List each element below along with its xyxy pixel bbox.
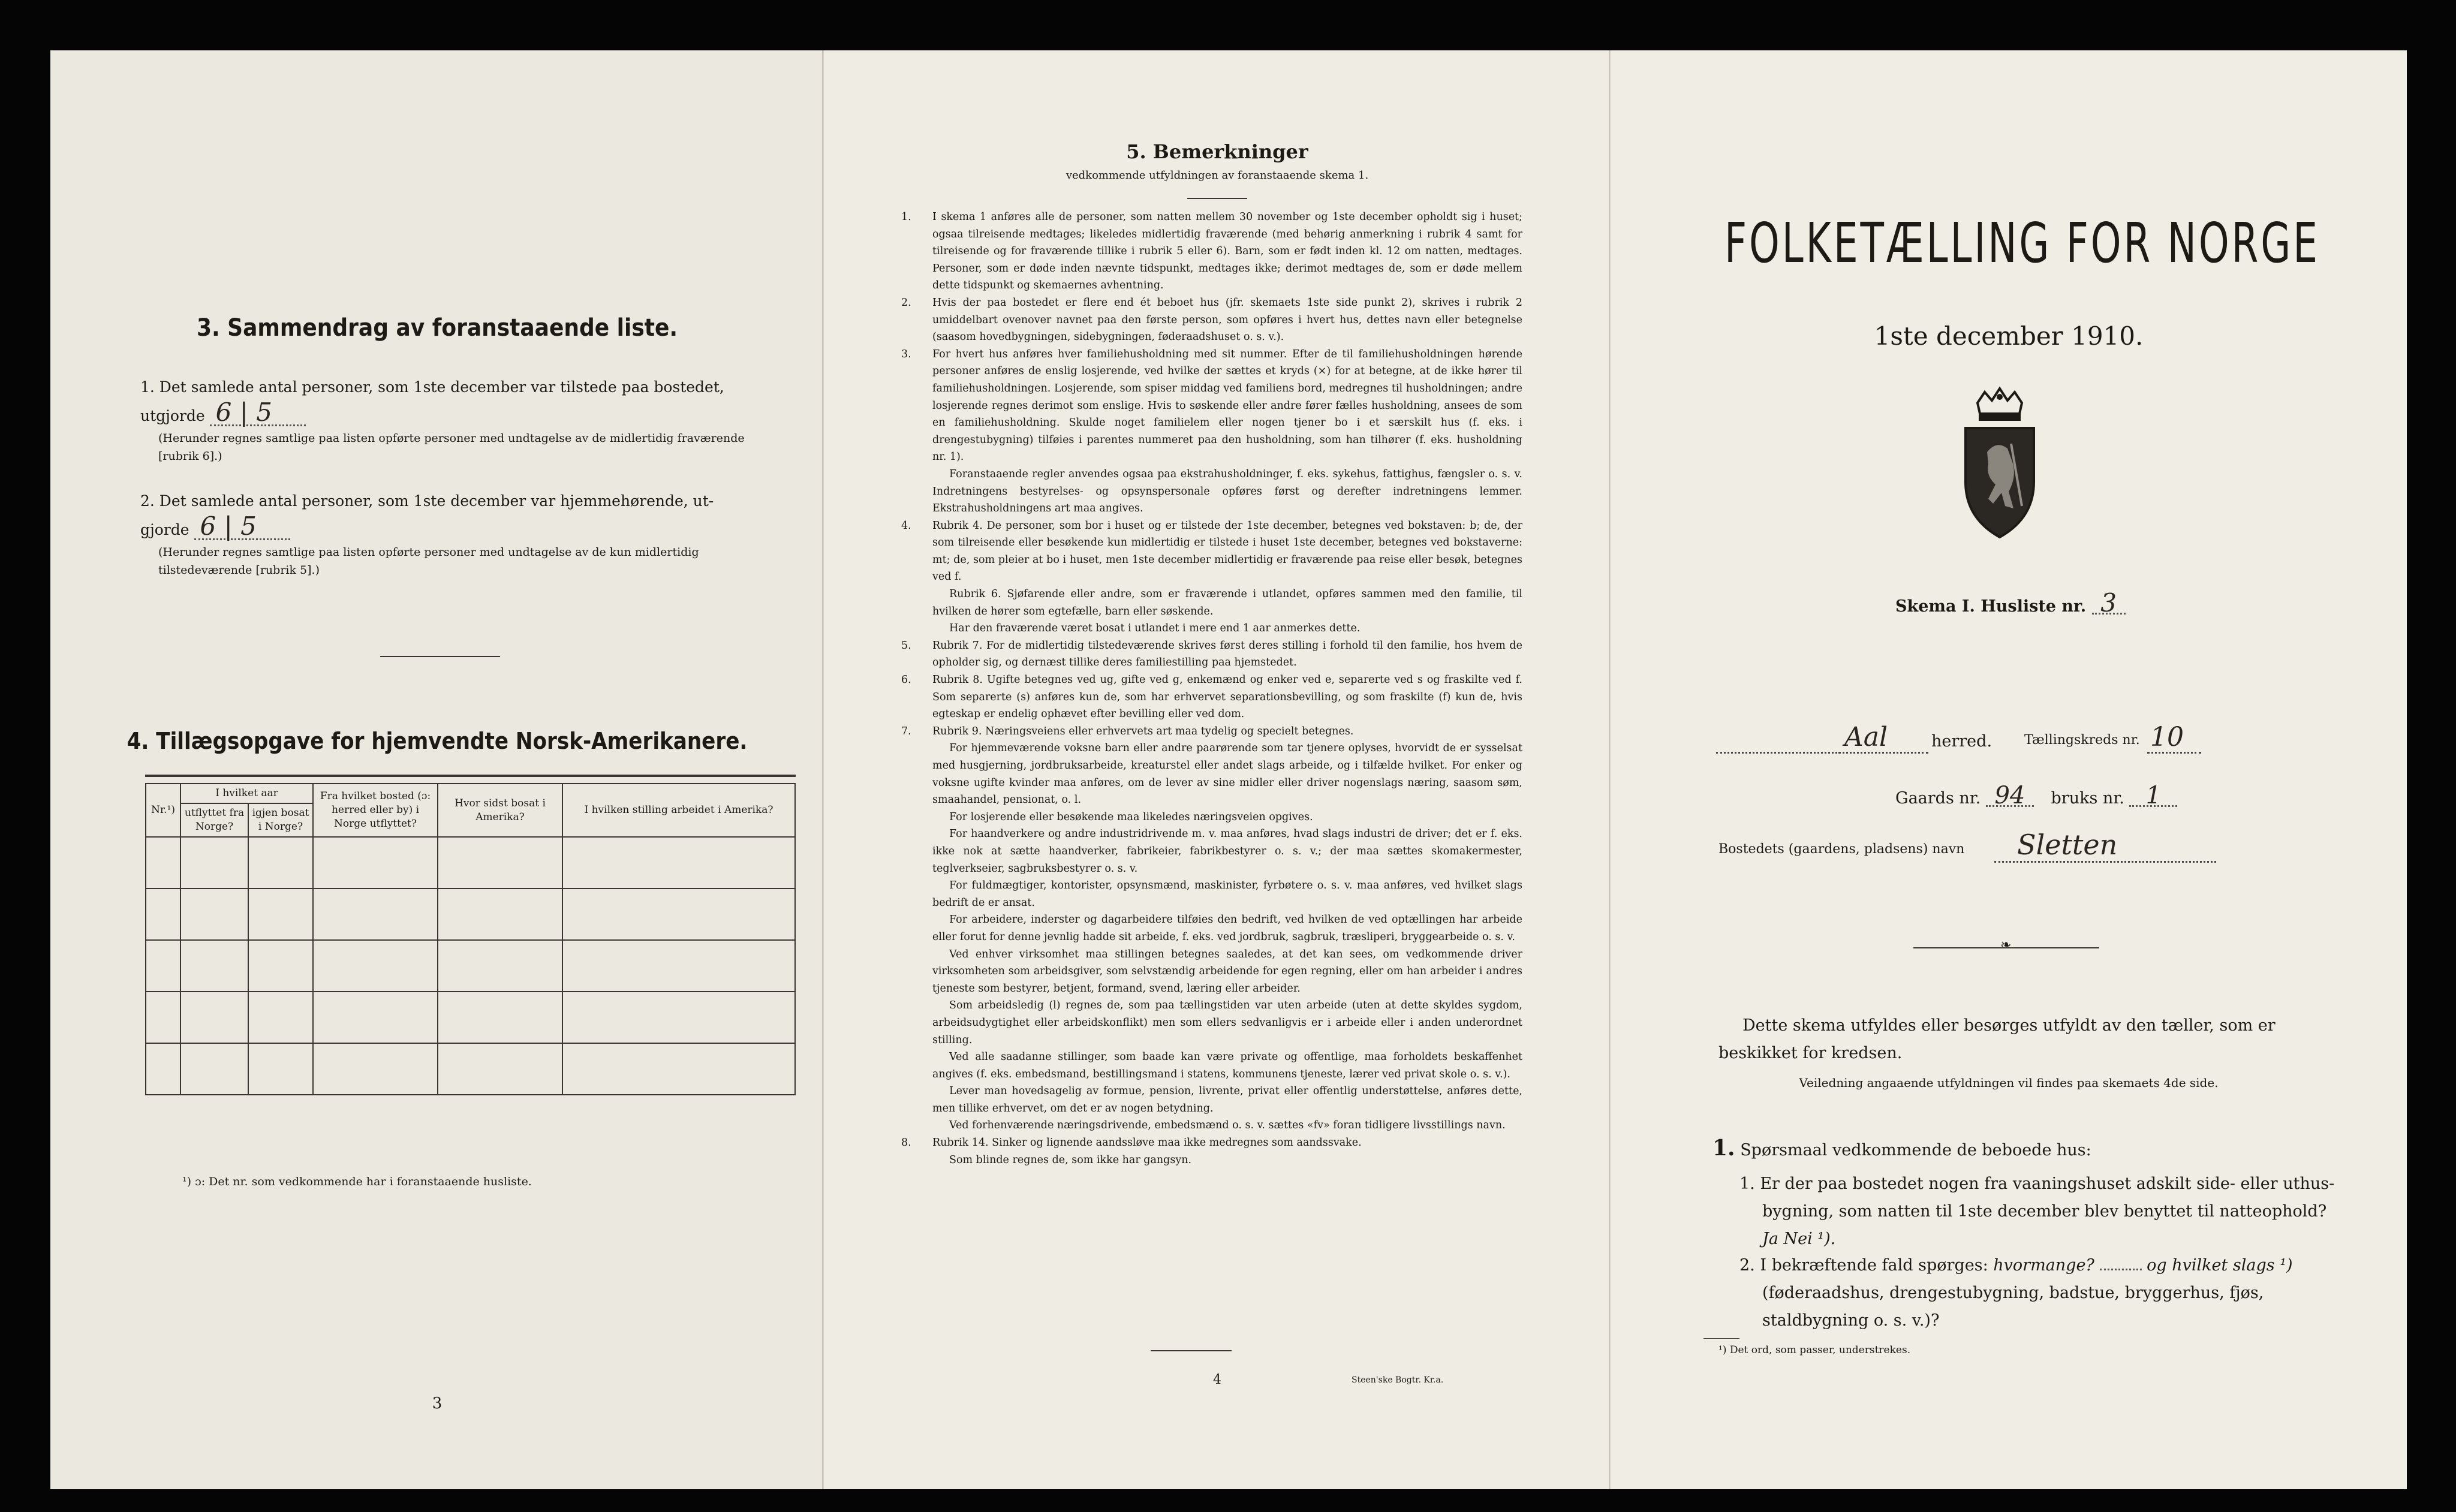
remark-text: Som blinde regnes de, som ikke har gangsyn. <box>949 1153 1192 1166</box>
table-footnote: ¹) ɔ: Det nr. som vedkommende har i foranstaaende husliste. <box>182 1175 532 1188</box>
remark-text: I skema 1 anføres alle de personer, som natten mellem 30 november og 1ste december opholdt sig i huset; ogsaa tilreisende medtages; likeledes midlertidig fraværende (med behørig anmerkning i rubrik 4 samt for tilreisende og for fraværende tillike i rubrik 5 eller 6). Barn, som er født inden kl. 12 om natten, medtages. Personer, som er døde inden nævnte tidspunkt, medtages ikke; derimot medtages de, som er døde mellem dette tidspunkt og skemaernes avhentning. <box>932 211 1522 292</box>
remark-paragraph <box>901 294 1522 346</box>
item1-note: (Herunder regnes samtlige paa listen opførte personer med undtagelse av de midlertidig fraværende [rubrik 6].) <box>158 432 745 463</box>
remarks-heading: 5. Bemerkninger <box>1126 140 1308 163</box>
page-middle <box>824 50 1611 1489</box>
remark-paragraph <box>901 723 1522 740</box>
col-nr: Nr.¹) <box>146 784 180 837</box>
item2-line-b: gjorde <box>140 521 189 538</box>
remark-paragraph <box>917 740 1522 808</box>
remark-paragraph <box>917 826 1522 877</box>
remark-text: For fuldmægtiger, kontorister, opsynsmænd, maskinister, fyrbøtere o. s. v. maa anføres, ved hvilket slags bedrift de er ansat. <box>932 880 1522 909</box>
question-heading-number: 1. <box>1712 1135 1735 1161</box>
remark-number: 3. <box>901 348 911 360</box>
item1-line-a: 1. Det samlede antal personer, som 1ste december var tilstede paa bostedet, <box>140 378 724 396</box>
remark-paragraph <box>917 1083 1522 1117</box>
herred-value: Aal <box>1844 722 1888 752</box>
col-hvilket-aar: I hvilket aar <box>180 784 313 803</box>
remark-text: Rubrik 7. For de midlertidig tilstedeværende skrives først deres stilling i forhold til den familie, hos hvem de opholder sig, og dernæst tillike deres familiestilling paa hjemstedet. <box>932 639 1522 669</box>
remark-text: Lever man hovedsagelig av formue, pension, livrente, privat eller offentlig understøttelse, anføres dette, men tillike erhvervet, om det er av nogen betydning. <box>932 1085 1522 1115</box>
kreds-value: 10 <box>2150 722 2184 752</box>
coat-of-arms-icon <box>1955 386 2045 540</box>
question-1 <box>1739 1170 2338 1253</box>
page-number-left: 3 <box>432 1394 443 1412</box>
remark-paragraph <box>917 997 1522 1049</box>
remark-paragraph <box>917 809 1522 826</box>
remark-paragraph <box>917 1152 1522 1169</box>
remark-paragraph <box>901 346 1522 466</box>
section3-item2 <box>140 488 752 579</box>
bruks-label: bruks nr. <box>2051 789 2124 808</box>
remark-text: Rubrik 14. Sinker og lignende aandssløve maa ikke medregnes som aandssvake. <box>932 1137 1362 1149</box>
remark-text: For arbeidere, inderster og dagarbeidere tilføies den bedrift, ved hvilken de ved optællingen har arbeide eller forut for denne jevnlig hadde sit arbeide, f. eks. ved jordbruk, sagbruk, træsliperi, bryggearbeide o. s. v. <box>932 914 1522 943</box>
remark-paragraph <box>917 620 1522 637</box>
remark-paragraph <box>917 466 1522 517</box>
question-2-d: (føderaadshus, drengestubygning, badstue, bryggerhus, fjøs, staldbygning o. s. v.)? <box>1762 1284 2264 1330</box>
item1-value: 6 | 5 <box>210 400 306 426</box>
remark-text: Ved alle saadanne stillinger, som baade kan være private og offentlige, maa forholdets beskaffenhet angives (f. eks. embedsmand, bestillingsmand i statens, kommunens tjeneste, lærer ved privat skole o. s. v.). <box>932 1051 1522 1080</box>
remark-text: For hvert hus anføres hver familiehusholdning med sit nummer. Efter de til familiehusholdningen hørende personer anføres de enslig losjerende, ved hvilke der sættes et kryds (×) for at betegne, at de ikke hører til familiehusholdningen. Losjerende, som spiser middag ved familiens bord, medregnes til husholdningen; andre losjerende regnes derimot som enslige. Hvis to søskende eller andre fører fælles husholdning, ansees de som en familiehusholdning. Skulde noget familielem eller nogen tjener bo i et særskilt hus (f. eks. i drengestubygning) tilføies i parentes nummeret paa den husholdning, som han tilhører (f. eks. husholdning nr. 1). <box>932 348 1522 463</box>
norsk-amerikanere-table <box>145 783 796 1095</box>
remark-paragraph <box>901 517 1522 586</box>
remark-text: Foranstaaende regler anvendes ogsaa paa ekstrahusholdninger, f. eks. sykehus, fattighus, fængsler o. s. v. Indretningens bestyrelses- og opsynspersonale opføres først og derefter indretningens lemmer. Ekstrahusholdningens art maa angives. <box>932 468 1522 515</box>
question-2-b: hvormange? <box>1993 1256 2094 1275</box>
remark-number: 7. <box>901 725 911 737</box>
table-row <box>146 940 795 992</box>
page-right <box>1611 50 2407 1489</box>
question-2 <box>1739 1252 2338 1335</box>
intro-text: Dette skema utfyldes eller besørges utfyldt av den tæller, som er beskikket for kredsen. <box>1718 1016 2276 1062</box>
remark-paragraph <box>917 911 1522 945</box>
col-utflyttet: utflyttet fra Norge? <box>180 803 248 837</box>
remark-paragraph <box>917 1049 1522 1083</box>
question-1-text: 1. Er der paa bostedet nogen fra vaaningshuset adskilt side- eller uthus-bygning, som natten til 1ste december blev benyttet til natteophold? <box>1739 1174 2335 1221</box>
remark-paragraph <box>901 637 1522 671</box>
printer-mark: Steen'ske Bogtr. Kr.a. <box>1352 1375 1444 1385</box>
question-heading-text: Spørsmaal vedkommende de beboede hus: <box>1740 1141 2091 1159</box>
remark-text: Hvis der paa bostedet er flere end ét beboet hus (jfr. skemaets 1ste side punkt 2), skrives i rubrik 2 umiddelbart ovenover navnet paa den første person, som opføres i hvert hus, dettes navn eller betegnelse (saasom hovedbygningen, sidebygningen, føderaadshuset o. s. v.). <box>932 296 1522 344</box>
section3-item1 <box>140 374 752 465</box>
census-title: FOLKETÆLLING FOR NORGE <box>1724 211 2320 275</box>
gaards-label: Gaards nr. <box>1895 789 1981 808</box>
remark-paragraph <box>917 946 1522 998</box>
remark-text: For haandverkere og andre industridrivende m. v. maa anføres, hvad slags industri de driver; det er f. eks. ikke nok at sætte haandverker, fabrikeier, fabrikbestyrer o. s. v.; der maa sættes skomakermester, teglverkseier, sagbruksbestyrer o. s. v. <box>932 828 1522 875</box>
col-fra-bosted: Fra hvilket bosted (ɔ: herred eller by) i Norge utflyttet? <box>313 784 438 837</box>
remark-number: 5. <box>901 639 911 652</box>
remark-paragraph <box>917 877 1522 911</box>
remark-text: Som arbeidsledig (l) regnes de, som paa tællingstiden var uten arbeide (uten at dette skyldes sygdom, arbeidsudygtighet eller arbeidskonflikt) men som ellers sedvanligvis er i arbeide eller i anden underordnet stilling. <box>932 999 1522 1046</box>
skema-line <box>1895 588 2126 621</box>
item2-value: 6 | 5 <box>194 514 290 540</box>
col-stilling: I hvilken stilling arbeidet i Amerika? <box>562 784 795 837</box>
skema-value: 3 <box>2092 594 2126 615</box>
remark-text: Ved forhenværende næringsdrivende, embedsmænd o. s. v. sættes «fv» foran tidligere livsstillings navn. <box>949 1119 1506 1132</box>
table-row <box>146 992 795 1043</box>
question-2-a: 2. I bekræftende fald spørges: <box>1739 1256 1988 1275</box>
remark-paragraph <box>901 209 1522 294</box>
remarks-rule <box>1187 198 1247 199</box>
item2-note: (Herunder regnes samtlige paa listen opførte personer med undtagelse av de kun midlertidig tilstedeværende [rubrik 5].) <box>158 546 699 577</box>
remark-number: 4. <box>901 519 911 532</box>
table-row <box>146 1043 795 1095</box>
page-number-middle: 4 <box>1213 1372 1221 1387</box>
remark-text: Rubrik 4. De personer, som bor i huset og er tilstede der 1ste december, betegnes ved bokstaven: b; de, der som tilreisende eller besøkende kun midlertidig er tilstede i huset 1ste december, betegnes ved bokstaverne: mt; de, som pleier at bo i huset, men 1ste december midlertidig er fraværende paa reise eller besøk, betegnes ved f. <box>932 519 1522 583</box>
remark-paragraph <box>901 1134 1522 1152</box>
herred-label: herred. <box>1931 732 1993 751</box>
table-row <box>146 837 795 888</box>
col-igjen-bosat: igjen bosat i Norge? <box>248 803 313 837</box>
remark-text: For losjerende eller besøkende maa likeledes næringsveien opgives. <box>949 811 1313 823</box>
remark-text: Har den fraværende været bosat i utlandet i mere end 1 aar anmerkes dette. <box>949 622 1361 635</box>
section3-heading: 3. Sammendrag av foranstaaende liste. <box>196 314 678 342</box>
remark-number: 8. <box>901 1137 911 1149</box>
question-1-answer: Ja Nei ¹). <box>1762 1230 1836 1248</box>
remark-text: For hjemmeværende voksne barn eller andre paarørende som tar tjenere oplyses, hvorvidt de er sysselsat med husgjerning, jordbruksarbeide, kreaturstel eller andet slags arbeide, og i tilfælde hvilket. For enker og voksne ugifte kvinder maa anføres, om de lever av sine midler eller driver nogenslags næring, saasom søm, smaahandel, pensionat, o. l. <box>932 742 1522 806</box>
gaards-value: 94 <box>1986 786 2034 807</box>
section4-heading: 4. Tillægsopgave for hjemvendte Norsk-Amerikanere. <box>127 728 748 754</box>
bosted-value: Sletten <box>2017 829 2118 861</box>
remark-paragraph <box>917 1117 1522 1134</box>
bosted-label: Bostedets (gaardens, pladsens) navn <box>1718 842 1965 857</box>
kreds-label: Tællingskreds nr. <box>2024 733 2140 748</box>
skema-label: Skema I. Husliste nr. <box>1895 597 2087 616</box>
table-row <box>146 888 795 940</box>
heading-rule <box>145 775 796 777</box>
remark-number: 2. <box>901 296 911 309</box>
remarks-body <box>901 209 1522 1168</box>
end-rule <box>1151 1350 1232 1351</box>
ornament-icon: ❧ <box>2000 938 2012 953</box>
question-2-c: og hvilket slags ¹) <box>2147 1256 2293 1275</box>
col-sidst-bosat: Hvor sidst bosat i Amerika? <box>438 784 562 837</box>
gaards-line <box>1895 782 2177 812</box>
divider <box>380 656 500 657</box>
item2-line-a: 2. Det samlede antal personer, som 1ste december var hjemmehørende, ut- <box>140 492 714 510</box>
remark-number: 6. <box>901 674 911 686</box>
item1-line-b: utgjorde <box>140 407 205 424</box>
census-date: 1ste december 1910. <box>1874 321 2144 351</box>
remark-text: Rubrik 6. Sjøfarende eller andre, som er fraværende i utlandet, opføres sammen med den familie, til hvilken de hører som egtefælle, barn eller søskende. <box>932 588 1522 618</box>
remark-number: 1. <box>901 211 911 223</box>
right-footnote: ¹) Det ord, som passer, understrekes. <box>1718 1344 1911 1356</box>
remark-text: Rubrik 9. Næringsveiens eller erhvervets art maa tydelig og specielt betegnes. <box>932 725 1354 737</box>
remark-text: Rubrik 8. Ugifte betegnes ved ug, gifte ved g, enkemænd og enker ved e, separerte ved s og fraskilte ved f. Som separerte (s) anføres kun de, som har erhvervet separationsbevilling, og som fraskilte (f) kun de, hvis egteskap er endelig ophævet efter bevilling eller ved dom. <box>932 674 1522 721</box>
remark-paragraph <box>917 586 1522 620</box>
page-left <box>50 50 824 1489</box>
remark-text: Ved enhver virksomhet maa stillingen betegnes saaledes, at det kan sees, om vedkommende driver virksomheten som arbeidsgiver, som selvstændig arbeidende for egen regning, eller om han arbeider i andres tjeneste som bestyrer, betjent, formand, svend, læring eller arbeider. <box>932 948 1522 995</box>
intro-small: Veiledning angaaende utfyldningen vil findes paa skemaets 4de side. <box>1799 1076 2219 1090</box>
question-heading <box>1712 1134 2091 1164</box>
remark-paragraph <box>901 671 1522 723</box>
bruks-value: 1 <box>2129 786 2177 807</box>
remarks-subheading: vedkommende utfyldningen av foranstaaende skema 1. <box>1066 169 1369 182</box>
